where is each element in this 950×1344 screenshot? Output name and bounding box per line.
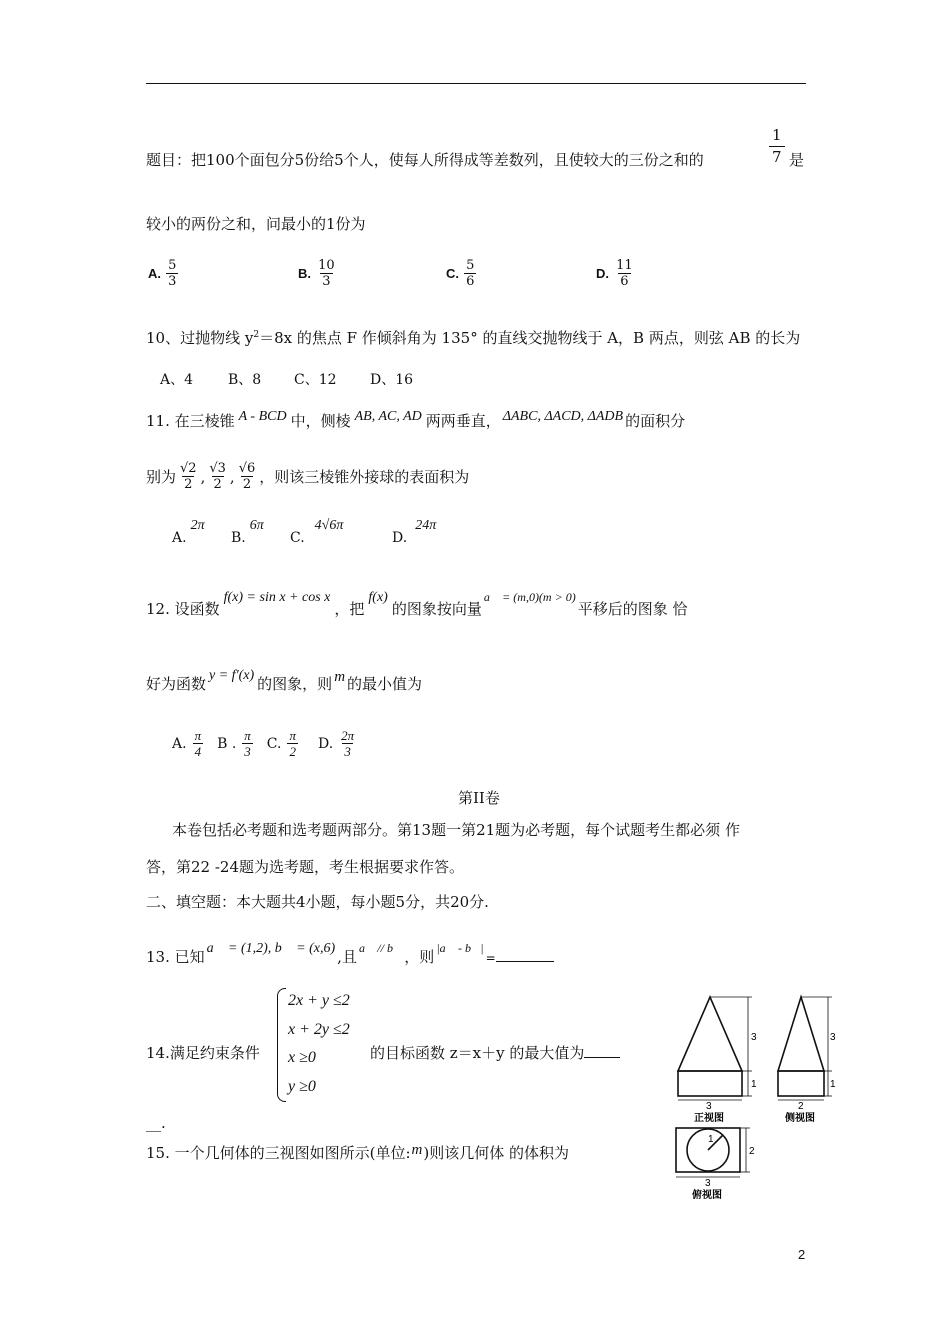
q13-math-abs: |a⃗ - b⃗| (436, 941, 484, 955)
q12-line1: 12. 设函数f(x) = sin x + cos x，把f(x)的图象按向量$^{a⃗ = (m,0)(m > 0)}$平移后的图象 恰 (146, 590, 688, 618)
q9-option-d (596, 259, 635, 288)
q10-option-b: B、8 (228, 372, 262, 388)
q12-line2: 好为函数 y = f′(x) 的图象，则 m 的最小值为 (146, 668, 423, 693)
section-intro-2: 答，第22 -24题为选考题，考生根据要求作答。 (146, 858, 465, 876)
q14-label: 14.满足约束条件 (146, 1044, 260, 1062)
front-view (678, 997, 742, 1096)
q14-constraint-2: x + 2y ≤2 (288, 1021, 350, 1038)
option-fraction: $\frac{5}{6}$ (466, 258, 475, 289)
section-intro-1: 本卷包括必考题和选考题两部分。第13题一第21题为必考题，每个试题考生都必须 作 (172, 821, 740, 839)
q11-frac-2: $\frac{√3}{2}$ (209, 461, 226, 492)
option-label: D. (596, 266, 609, 281)
q12-option-b-frac: $\frac{\pi}{3}$ (244, 728, 251, 759)
q12-option-d-frac: $\frac{2\pi}{3}$ (341, 728, 355, 759)
q15-question: 15. 一个几何体的三视图如图所示(单位:m)则该几何体 的体积为 (146, 1142, 569, 1162)
q11-option-b: B.6π (231, 518, 264, 546)
q14-constraint-3: x ≥0 (288, 1049, 316, 1066)
q14-answer-blank[interactable] (584, 1045, 620, 1058)
fill-blank-heading: 二、填空题：本大题共4小题，每小题5分，共20分. (146, 893, 489, 911)
side-dim-width: 2 (798, 1101, 804, 1112)
q9-line2: 较小的两份之和，问最小的1份为 (146, 215, 366, 233)
option-label: C. (446, 266, 459, 281)
top-dim-radius: 1 (708, 1134, 714, 1145)
q10-option-c: C、12 (294, 372, 337, 388)
front-view-label: 正视图 (694, 1113, 724, 1124)
q14-constraint-1: 2x + y ≤2 (288, 992, 350, 1009)
q12-options: A. $\frac{\pi}{4}$ B . $\frac{\pi}{3}$ C. $\frac{\pi}{2}$ D. $\frac{2\pi}{3}$ (172, 728, 355, 759)
q14-tail: __. (146, 1114, 166, 1132)
q11-math-triangles: ΔABC, ΔACD, ΔADB (502, 409, 624, 424)
option-fraction: $\frac{11}{6}$ (616, 258, 633, 289)
option-fraction: $\frac{5}{3}$ (168, 258, 177, 289)
q11-line2: 别为 $\frac{√2}{2}$ , $\frac{√3}{2}$ , $\frac{√6}{2}$ ，则该三棱锥外接球的表面积为 (146, 461, 470, 492)
q9-option-a (148, 259, 178, 288)
q12-option-c-frac: $\frac{\pi}{2}$ (289, 728, 296, 759)
q10-option-a: A、4 (160, 372, 194, 388)
q15-math-unit: m (411, 1142, 423, 1158)
q9-option-c (446, 259, 476, 288)
q12-math-fx: f(x) = sin x + cos x (223, 590, 331, 605)
q13-answer-blank[interactable] (496, 949, 554, 962)
q12-math-m: m (334, 669, 346, 685)
front-dim-base-height: 1 (751, 1079, 757, 1090)
q11-option-c: C.4√6π (290, 518, 344, 546)
front-dim-width: 3 (706, 1101, 712, 1112)
q9-line1 (146, 150, 704, 170)
three-view-figure (670, 988, 840, 1203)
q14-constraint-4: y ≥0 (288, 1078, 316, 1095)
q11-frac-1: $\frac{√2}{2}$ (180, 461, 197, 492)
q14-brace (277, 988, 286, 1102)
side-view (778, 997, 824, 1096)
q14-objective: 的目标函数 z＝x＋y 的最大值为 (370, 1043, 620, 1063)
q10-option-d: D、16 (370, 372, 414, 388)
q12-option-a-frac: $\frac{\pi}{4}$ (194, 728, 202, 759)
top-view-label: 俯视图 (692, 1190, 722, 1201)
q11-line1: 11. 在三棱锥 A - BCD 中，侧棱 AB, AC, AD 两两垂直， ΔABC, ΔACD, ΔADB 的面积分 (146, 409, 686, 430)
q9-fraction (769, 128, 785, 165)
front-view-dimensions (678, 997, 752, 1100)
q9-frac-num: 1 (772, 126, 782, 144)
option-label: B. (298, 266, 311, 281)
side-dim-height: 3 (830, 1032, 836, 1043)
q11-math-edges: AB, AC, AD (354, 409, 422, 424)
q11-option-d: D.24π (392, 518, 437, 546)
header-rule (146, 83, 806, 84)
side-dim-base-height: 1 (830, 1079, 836, 1090)
q13-math-parallel: a⃗ // b⃗ (358, 941, 403, 955)
option-label: A. (148, 266, 161, 281)
q11-option-a: A.2π (172, 518, 205, 546)
q10-question: 10、过抛物线 $y^2=8x$ 的焦点 F 作倾斜角为 135° 的直线交抛物线于 A，B 两点，则弦 AB 的长为 (146, 329, 801, 347)
page-number: 2 (798, 1247, 806, 1262)
q12-math-derivative: y = f′(x) (209, 668, 255, 683)
q12-math-fx2: f(x) (368, 590, 388, 605)
q9-line1-end: 是 (789, 151, 805, 169)
q13-math-vectors: a⃗ = (1,2), b⃗ = (x,6) (206, 941, 336, 956)
front-dim-height: 3 (751, 1032, 757, 1043)
q11-frac-3: $\frac{√6}{2}$ (238, 461, 256, 492)
q9-frac-den: 7 (769, 146, 785, 165)
q9-option-b (298, 259, 337, 288)
top-dim-width: 3 (705, 1178, 711, 1189)
q9-text: 题目：把100个面包分5份给5个人，使每人所得成等差数列，且使较大的三份之和的 (146, 151, 704, 169)
q12-math-vector: a⃗ = (m,0)(m > 0) (483, 590, 576, 604)
q13-question: 13. 已知 a⃗ = (1,2), b⃗ = (x,6) ,且 $^{a⃗ // b⃗}$ ，则 $^{|a⃗ - b⃗|}$= (146, 947, 554, 969)
top-dim-depth: 2 (749, 1146, 755, 1157)
side-view-label: 侧视图 (785, 1113, 815, 1124)
section-title: 第II卷 (458, 789, 500, 807)
q11-math-pyramid: A - BCD (238, 409, 287, 424)
option-fraction: $\frac{10}{3}$ (318, 258, 335, 289)
